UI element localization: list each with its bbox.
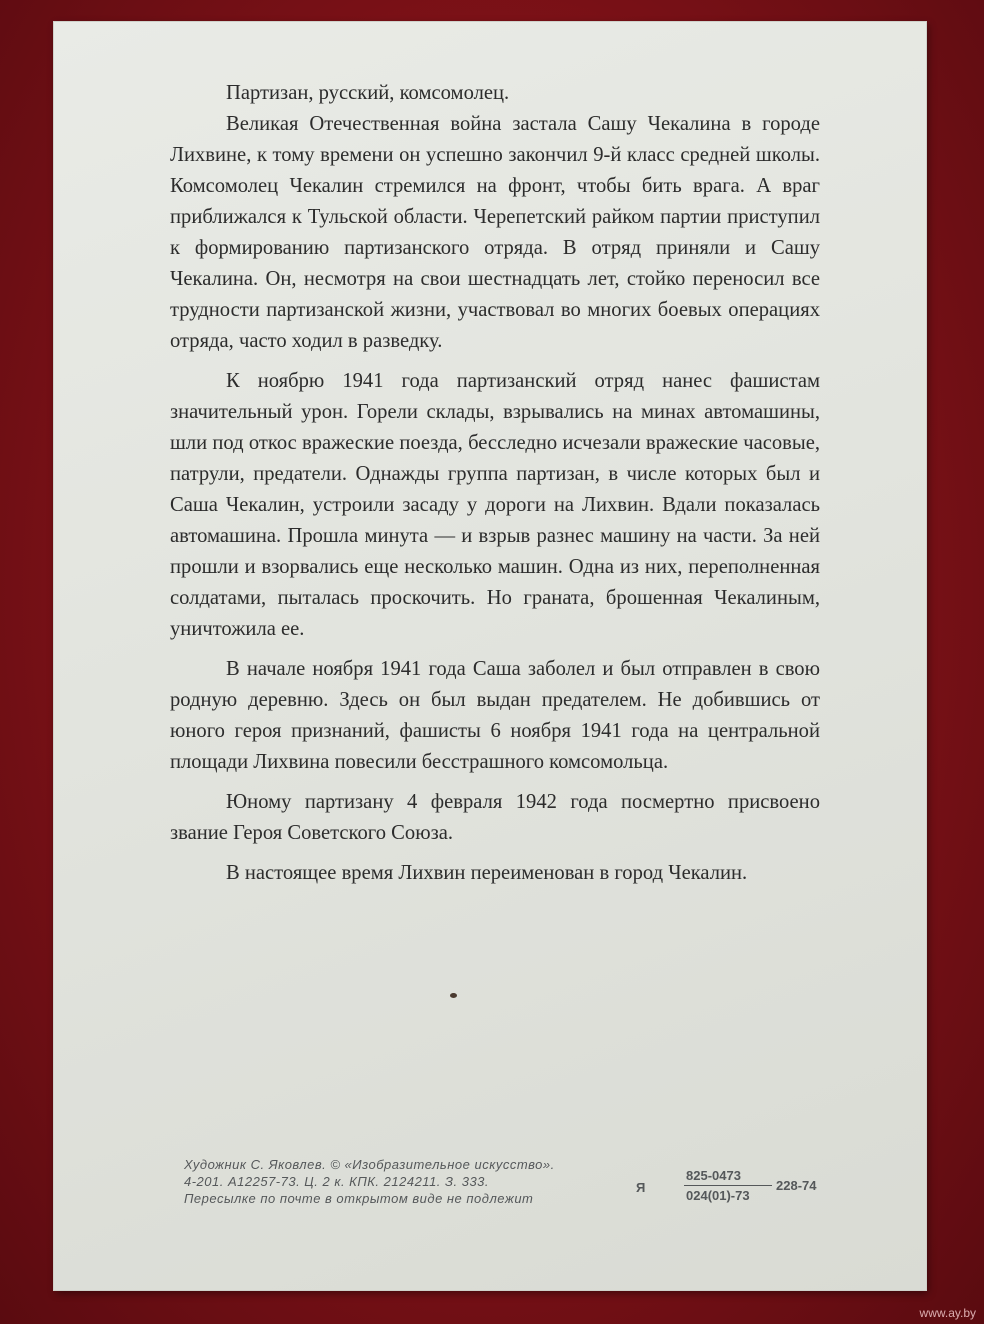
paragraph-1: Великая Отечественная война застала Сашу Чекалина в городе Лихвине, к тому времени он успешно закончил 9-й класс средней школы. Комсомолец Чекалин стремился на фронт, чтобы бить врага. А враг приближался к Тульской области. Черепетский райком партии приступил к формированию партизанского отряда. В отряд приняли и Сашу Чекалина. Он, несмотря на свои шестнадцать лет, стойко переносил все трудности партизанской жизни, участвовал во многих боевых операциях отряда, часто ходил в разведку. bbox=[170, 113, 820, 352]
fraction-bar bbox=[684, 1185, 772, 1186]
body-text bbox=[170, 78, 820, 889]
site-watermark: www.ay.by bbox=[919, 1306, 976, 1320]
paragraph-4: Юному партизану 4 февраля 1942 года посмертно присвоено звание Героя Советского Союза. bbox=[170, 791, 820, 844]
ink-speck bbox=[450, 993, 457, 998]
imprint-codes: 4-201. А12257-73. Ц. 2 к. КПК. 2124211. З. 333. bbox=[184, 1174, 490, 1189]
code-numerator: 825-0473 bbox=[686, 1168, 741, 1183]
imprint-mail-note: Пересылке по почте в открытом виде не подлежит bbox=[184, 1191, 534, 1206]
paragraph-intro: Партизан, русский, комсомолец. bbox=[226, 82, 510, 104]
code-suffix: 228-74 bbox=[776, 1178, 817, 1193]
publication-code bbox=[636, 1168, 836, 1212]
paragraph-3: В начале ноября 1941 года Саша заболел и был отправлен в свою родную деревню. Здесь он был выдан предателем. Не добившись от юного героя признаний, фашисты 6 ноября 1941 года на центральной площади Лихвина повесили бесстрашного комсомольца. bbox=[170, 658, 820, 773]
paragraph-5: В настоящее время Лихвин переименован в город Чекалин. bbox=[226, 862, 748, 884]
imprint-artist: Художник С. Яковлев. © «Изобразительное искусство». bbox=[184, 1157, 555, 1172]
paragraph-2: К ноябрю 1941 года партизанский отряд нанес фашистам значительный урон. Горели склады, взрывались на минах автомашины, шли под откос вражеские поезда, бесследно исчезали вражеские часовые, патрули, предатели. Однажды группа партизан, в числе которых был и Саша Чекалин, устроили засаду у дороги на Лихвин. Вдали показалась автомашина. Прошла минута — и взрыв разнес машину на части. За ней прошли и взорвались еще несколько машин. Одна из них, переполненная солдатами, пыталась проскочить. Но граната, брошенная Чекалиным, уничтожила ее. bbox=[170, 370, 820, 640]
code-letter: Я bbox=[636, 1180, 646, 1195]
code-denominator: 024(01)-73 bbox=[686, 1188, 750, 1203]
